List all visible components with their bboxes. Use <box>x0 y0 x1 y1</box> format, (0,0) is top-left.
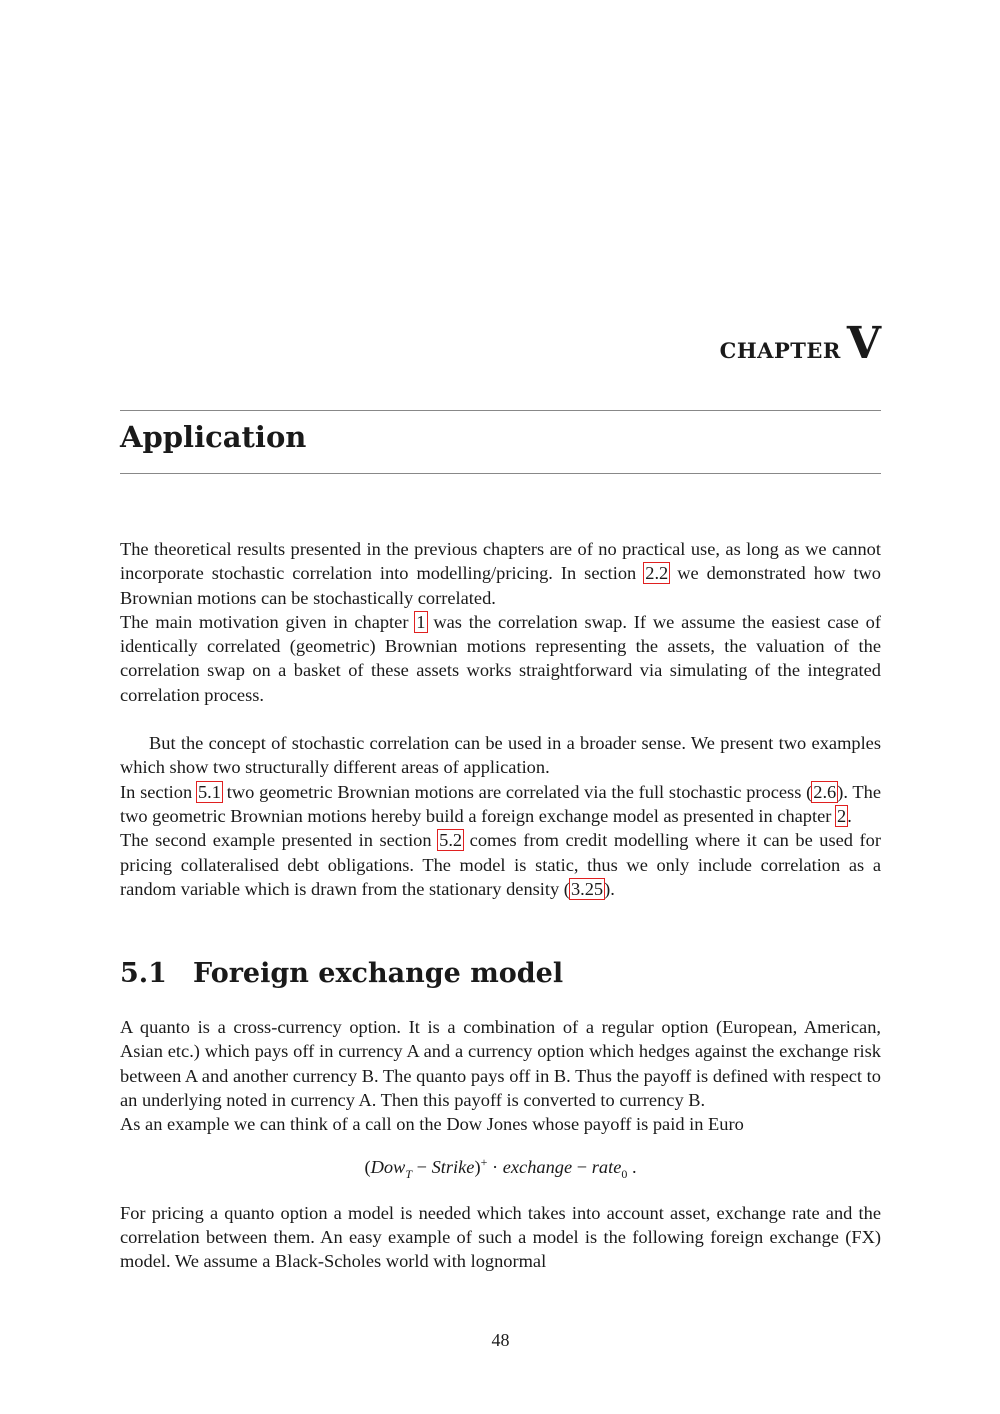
formula-exchange: exchange <box>502 1157 573 1178</box>
text-run: comes from credit modelling where it can be used for pricing collateralised debt obligations. The model is static, thus we only include correlation as a random variable which is drawn from the stationary density ( <box>120 830 881 899</box>
section-link-5-1[interactable]: 5.1 <box>197 781 221 802</box>
formula-minus: − <box>412 1157 432 1178</box>
section-title: Foreign exchange model <box>193 958 564 989</box>
section-link-5-2[interactable]: 5.2 <box>439 830 463 851</box>
section-paragraph-3: For pricing a quanto option a model is needed which takes into account asset, exchange rate and the correlation between them. An easy example of such a model is the following foreign exchange (FX) model. We assume a Black-Scholes world with lognormal <box>120 1202 881 1272</box>
formula-period: . <box>627 1157 637 1178</box>
chapter-title: Application <box>120 420 307 454</box>
formula-minus: − <box>572 1157 592 1178</box>
page-number: 48 <box>491 1330 510 1350</box>
formula-rate-subscript: 0 <box>621 1167 628 1182</box>
intro-paragraph-3: But the concept of stochastic correlation can be used in a broader sense. We present two examples which show two structurally different areas of application. <box>120 733 881 778</box>
paren-open: ( <box>364 1157 371 1178</box>
text-run: The second example presented in section <box>120 830 439 851</box>
paren-close: ) <box>474 1157 481 1178</box>
text-run: we demonstrated how two Brownian motions can be stochastically correlated. <box>120 563 881 608</box>
chapter-intro <box>120 537 881 901</box>
payoff-formula <box>120 1150 881 1186</box>
chapter-label: chapter <box>719 331 841 366</box>
section-link-2-2[interactable]: 2.2 <box>645 563 669 584</box>
text-run: two geometric Brownian motions are correlated via the full stochastic process ( <box>221 781 813 802</box>
formula-dow: Dow <box>370 1157 406 1178</box>
chapter-number: V <box>846 318 881 369</box>
section-body <box>120 1015 881 1273</box>
paragraph-gap <box>120 707 881 731</box>
intro-paragraph-5 <box>120 828 881 901</box>
text-run: ). The two geometric Brownian motions hereby build a foreign exchange model as presented in chapter <box>120 781 882 826</box>
text-run: was the correlation swap. If we assume the easiest case of identically correlated (geometric) Brownian motions representing the assets, the valuation of the correlation swap on a basket of these assets works straightforward via simulating of the integrated correlation process. <box>120 611 881 705</box>
chapter-heading <box>720 318 881 369</box>
equation-link-2-6[interactable]: 2.6 <box>813 781 837 802</box>
intro-paragraph-4 <box>120 780 881 829</box>
section-number: 5.1 <box>120 958 167 989</box>
paper-page <box>120 0 881 1414</box>
formula-dot: · <box>487 1157 503 1178</box>
chapter-link-1[interactable]: 1 <box>416 611 426 632</box>
chapter-link-2[interactable]: 2 <box>837 805 847 826</box>
section-paragraph-1: A quanto is a cross-currency option. It is a combination of a regular option (European, American, Asian etc.) which pays off in currency A and a currency option which hedges against the exchange risk between A and another currency B. The quanto pays off in B. Thus the payoff is defined with respect to an underlying noted in currency A. Then this payoff is converted to currency B. <box>120 1017 881 1110</box>
equation-link-3-25[interactable]: 3.25 <box>570 878 604 899</box>
intro-paragraph-2 <box>120 610 881 707</box>
intro-paragraph-1 <box>120 537 881 610</box>
section-heading <box>120 958 563 989</box>
formula-rate: rate <box>591 1157 622 1178</box>
formula-plus-superscript: + <box>480 1155 488 1170</box>
text-run: The main motivation given in chapter <box>120 611 416 632</box>
text-run: The theoretical results presented in the previous chapters are of no practical use, as long as we cannot incorporate stochastic correlation into modelling/pricing. In section <box>120 539 881 584</box>
text-run: ). <box>604 878 615 899</box>
chapter-title-top-rule <box>120 410 881 411</box>
text-run: In section <box>120 781 197 802</box>
chapter-title-bottom-rule <box>120 473 881 474</box>
section-paragraph-2: As an example we can think of a call on the Dow Jones whose payoff is paid in Euro <box>120 1114 744 1135</box>
formula-strike: Strike <box>431 1157 475 1178</box>
text-run: . <box>847 805 852 826</box>
formula-dow-subscript: T <box>405 1167 412 1182</box>
